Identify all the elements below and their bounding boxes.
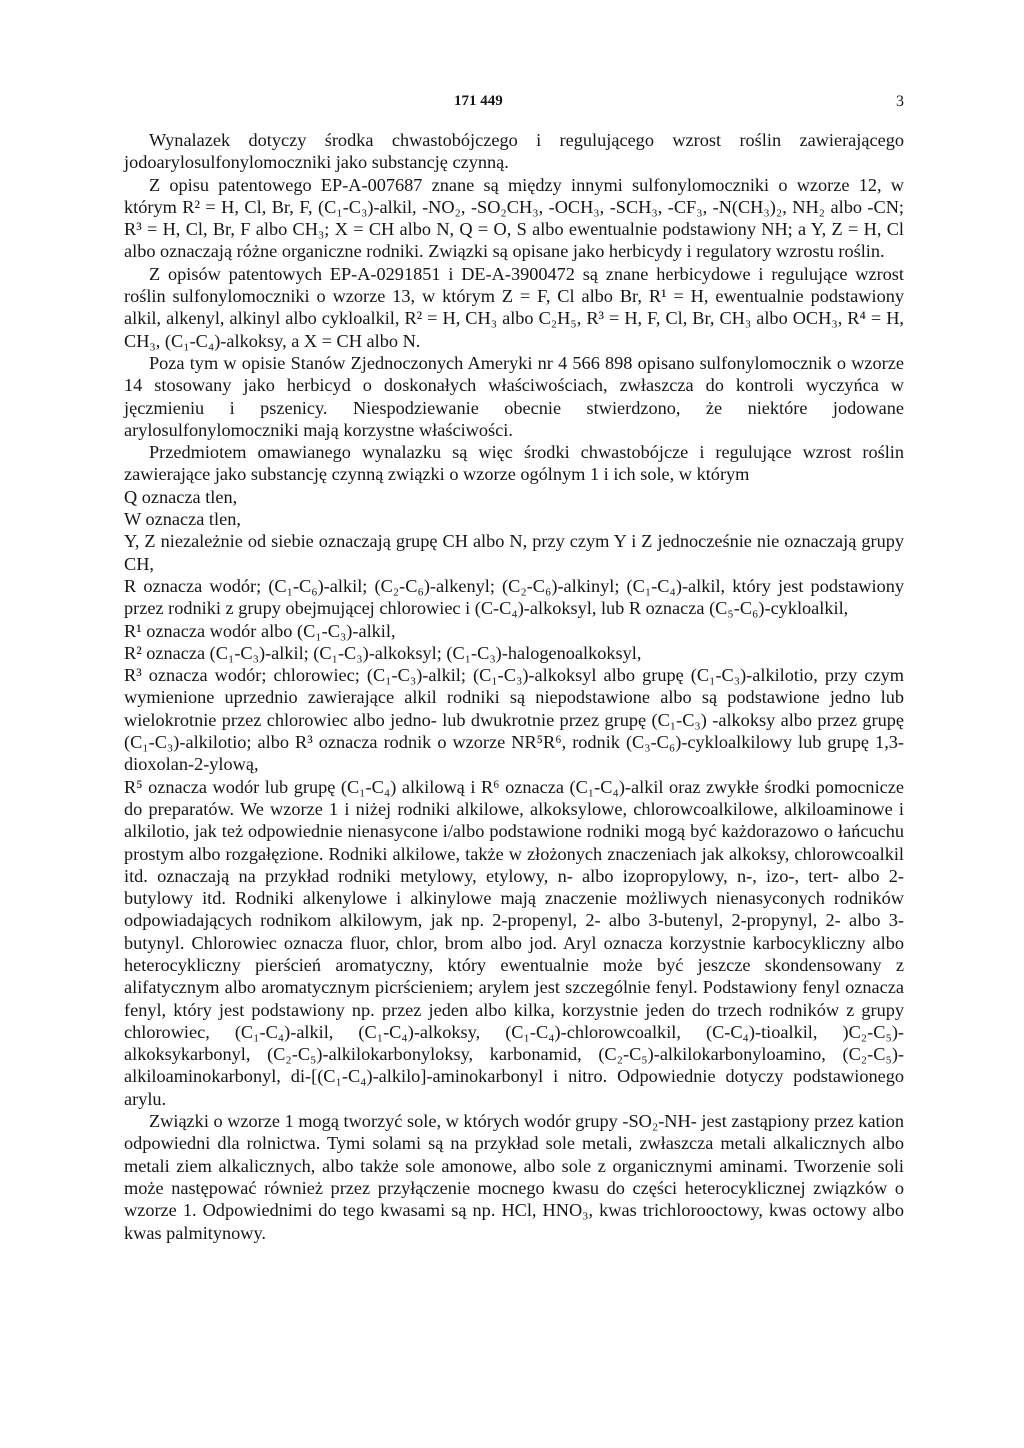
page-header (124, 93, 904, 119)
definition-q: Q oznacza tlen, (124, 486, 238, 507)
definition-y-z: Y, Z niezależnie od siebie oznaczają grupę CH albo N, przy czym Y i Z jednocześnie nie oznaczają grupy CH, (124, 531, 904, 574)
paragraph-prior-art-us: Poza tym w opisie Stanów Zjednoczonych Ameryki nr 4 566 898 opisano sulfonylomocznik o wzorze 14 stosowany jako herbicyd o doskonałych właściwościach, zwłaszcza do kontroli wyczyńca w jęczmieniu i pszenicy. Niespodziewanie obecnie stwierdzono, że niektóre jodowane arylosulfonylomoczniki mają korzystne właściwości. (124, 352, 904, 440)
document-page (124, 93, 904, 1244)
definition-w: W oznacza tlen, (124, 509, 241, 530)
paragraph-prior-art-ep0291851: Z opisów patentowych EP-A-0291851 i DE-A-3900472 są znane herbicydowe i regulujące wzrost roślin sulfonylomoczniki o wzorze 13, w którym Z = F, Cl albo Br, R¹ = H, ewentualnie podstawiony alkil, alkenyl, alkinyl albo cykloalkil, R² = H, CH₃ albo C₂H₅, R³ = H, F, Cl, Br, CH₃ albo OCH₃, R⁴ = H, CH₃, (C₁-C₄)-alkoksy, a X = CH albo N. (124, 263, 904, 351)
paragraph-salts: Związki o wzorze 1 mogą tworzyć sole, w których wodór grupy -SO₂-NH- jest zastąpiony przez kation odpowiedni dla rolnictwa. Tymi solami są na przykład sole metali, zwłaszcza metali alkalicznych albo metali ziem alkalicznych, albo także sole amonowe, albo sole z organicznymi aminami. Tworzenie soli może następować również przez przyłączenie mocnego kwasu do części heterocyklicznej związków o wzorze 1. Odpowiednimi do tego kwasami są np. HCl, HNO₃, kwas trichlorooctowy, kwas octowy albo kwas palmitynowy. (124, 1111, 904, 1243)
definition-r2: R² oznacza (C₁-C₃)-alkil; (C₁-C₃)-alkoksyl; (C₁-C₃)-halogenoalkoksyl, (124, 642, 642, 663)
paragraph-subject: Przedmiotem omawianego wynalazku są więc środki chwastobójcze i regulujące wzrost roślin zawierające jako substancję czynną związki o wzorze ogólnym 1 i ich sole, w którym (124, 442, 904, 485)
document-body (124, 129, 904, 1244)
definition-r3: R³ oznacza wodór; chlorowiec; (C₁-C₃)-alkil; (C₁-C₃)-alkoksyl albo grupę (C₁-C₃)-alkilotio, przy czym wymienione uprzednio zawierające alkil rodniki są niepodstawione albo są podstawione jedno lub wielokrotnie przez chlorowiec albo jedno- lub dwukrotnie przez grupę (C₁-C₃) -alkoksy albo przez grupę (C₁-C₃)-alkilotio; albo R³ oznacza rodnik o wzorze NR⁵R⁶, rodnik (C₃-C₆)-cykloalkilowy lub grupę 1,3-dioxolan-2-ylową, (124, 665, 904, 775)
definition-r: R oznacza wodór; (C₁-C₆)-alkil; (C₂-C₆)-alkenyl; (C₂-C₆)-alkinyl; (C₁-C₄)-alkil, który jest podstawiony przez rodniki z grupy obejmującej chlorowiec i (C-C₄)-alkoksyl, lub R oznacza (C₅-C₆)-cykloalkil, (124, 575, 904, 619)
paragraph-prior-art-ep007687: Z opisu patentowego EP-A-007687 znane są między innymi sulfonylomoczniki o wzorze 12, w którym R² = H, Cl, Br, F, (C₁-C₃)-alkil, -NO₂, -SO₂CH₃, -OCH₃, -SCH₃, -CF₃, -N(CH₃)₂, NH₂ albo -CN; R³ = H, Cl, Br, F albo CH₃; X = CH albo N, Q = O, S albo ewentualnie podstawiony NH; a Y, Z = H, Cl albo oznaczają różne organiczne rodniki. Związki są opisane jako herbicydy i regulatory wzrostu roślin. (124, 174, 904, 262)
definition-r5-r6: R⁵ oznacza wodór lub grupę (C₁-C₄) alkilową i R⁶ oznacza (C₁-C₄)-alkil oraz zwykłe środki pomocnicze do preparatów. We wzorze 1 i niżej rodniki alkilowe, alkoksylowe, chlorowcoalkilowe, alkiloaminowe i alkilotio, jak też odpowiednie nienasycone i/albo podstawione rodniki mogą być każdorazowo o łańcuchu prostym albo rozgałęzione. Rodniki alkilowe, także w złożonych znaczeniach jak alkoksy, chlorowcoalkil itd. oznaczają na przykład rodniki metylowy, etylowy, n- albo izopropylowy, n-, izo-, tert- albo 2-butylowy itd. Rodniki alkenylowe i alkinylowe mają znaczenie możliwych nienasyconych rodników odpowiadających rodnikom alkilowym, jak np. 2-propenyl, 2- albo 3-butenyl, 2-propynyl, 2- albo 3-butynyl. Chlorowiec oznacza fluor, chlor, brom albo jod. Aryl oznacza korzystnie karbocykliczny albo heterocykliczny pierścień aromatyczny, który ewentualnie może być jeszcze skondensowany z alifatycznym albo aromatycznym picrścieniem; arylem jest szczególnie fenyl. Podstawiony fenyl oznacza fenyl, który jest podstawiony np. przez jeden albo kilka, korzystnie jeden do trzech rodników z grupy chlorowiec, (C₁-C₄)-alkil, (C₁-C₄)-alkoksy, (C₁-C₄)-chlorowcoalkil, (C-C₄)-tioalkil, )C₂-C₅)-alkoksykarbonyl, (C₂-C₅)-alkilokarbonyloksy, karbonamid, (C₂-C₅)-alkilokarbonyloamino, (C₂-C₅)-alkiloaminokarbonyl, di-[(C₁-C₄)-alkilo]-aminokarbonyl i nitro. Odpowiednie dotyczy podstawionego arylu. (124, 776, 904, 1109)
page-number: 3 (896, 93, 904, 110)
paragraph-intro: Wynalazek dotyczy środka chwastobójczego i regulującego wzrost roślin zawierającego jodoarylosulfonylomoczniki jako substancję czynną. (124, 130, 904, 173)
patent-number: 171 449 (454, 93, 503, 109)
definition-r1: R¹ oznacza wodór albo (C₁-C₃)-alkil, (124, 620, 396, 641)
